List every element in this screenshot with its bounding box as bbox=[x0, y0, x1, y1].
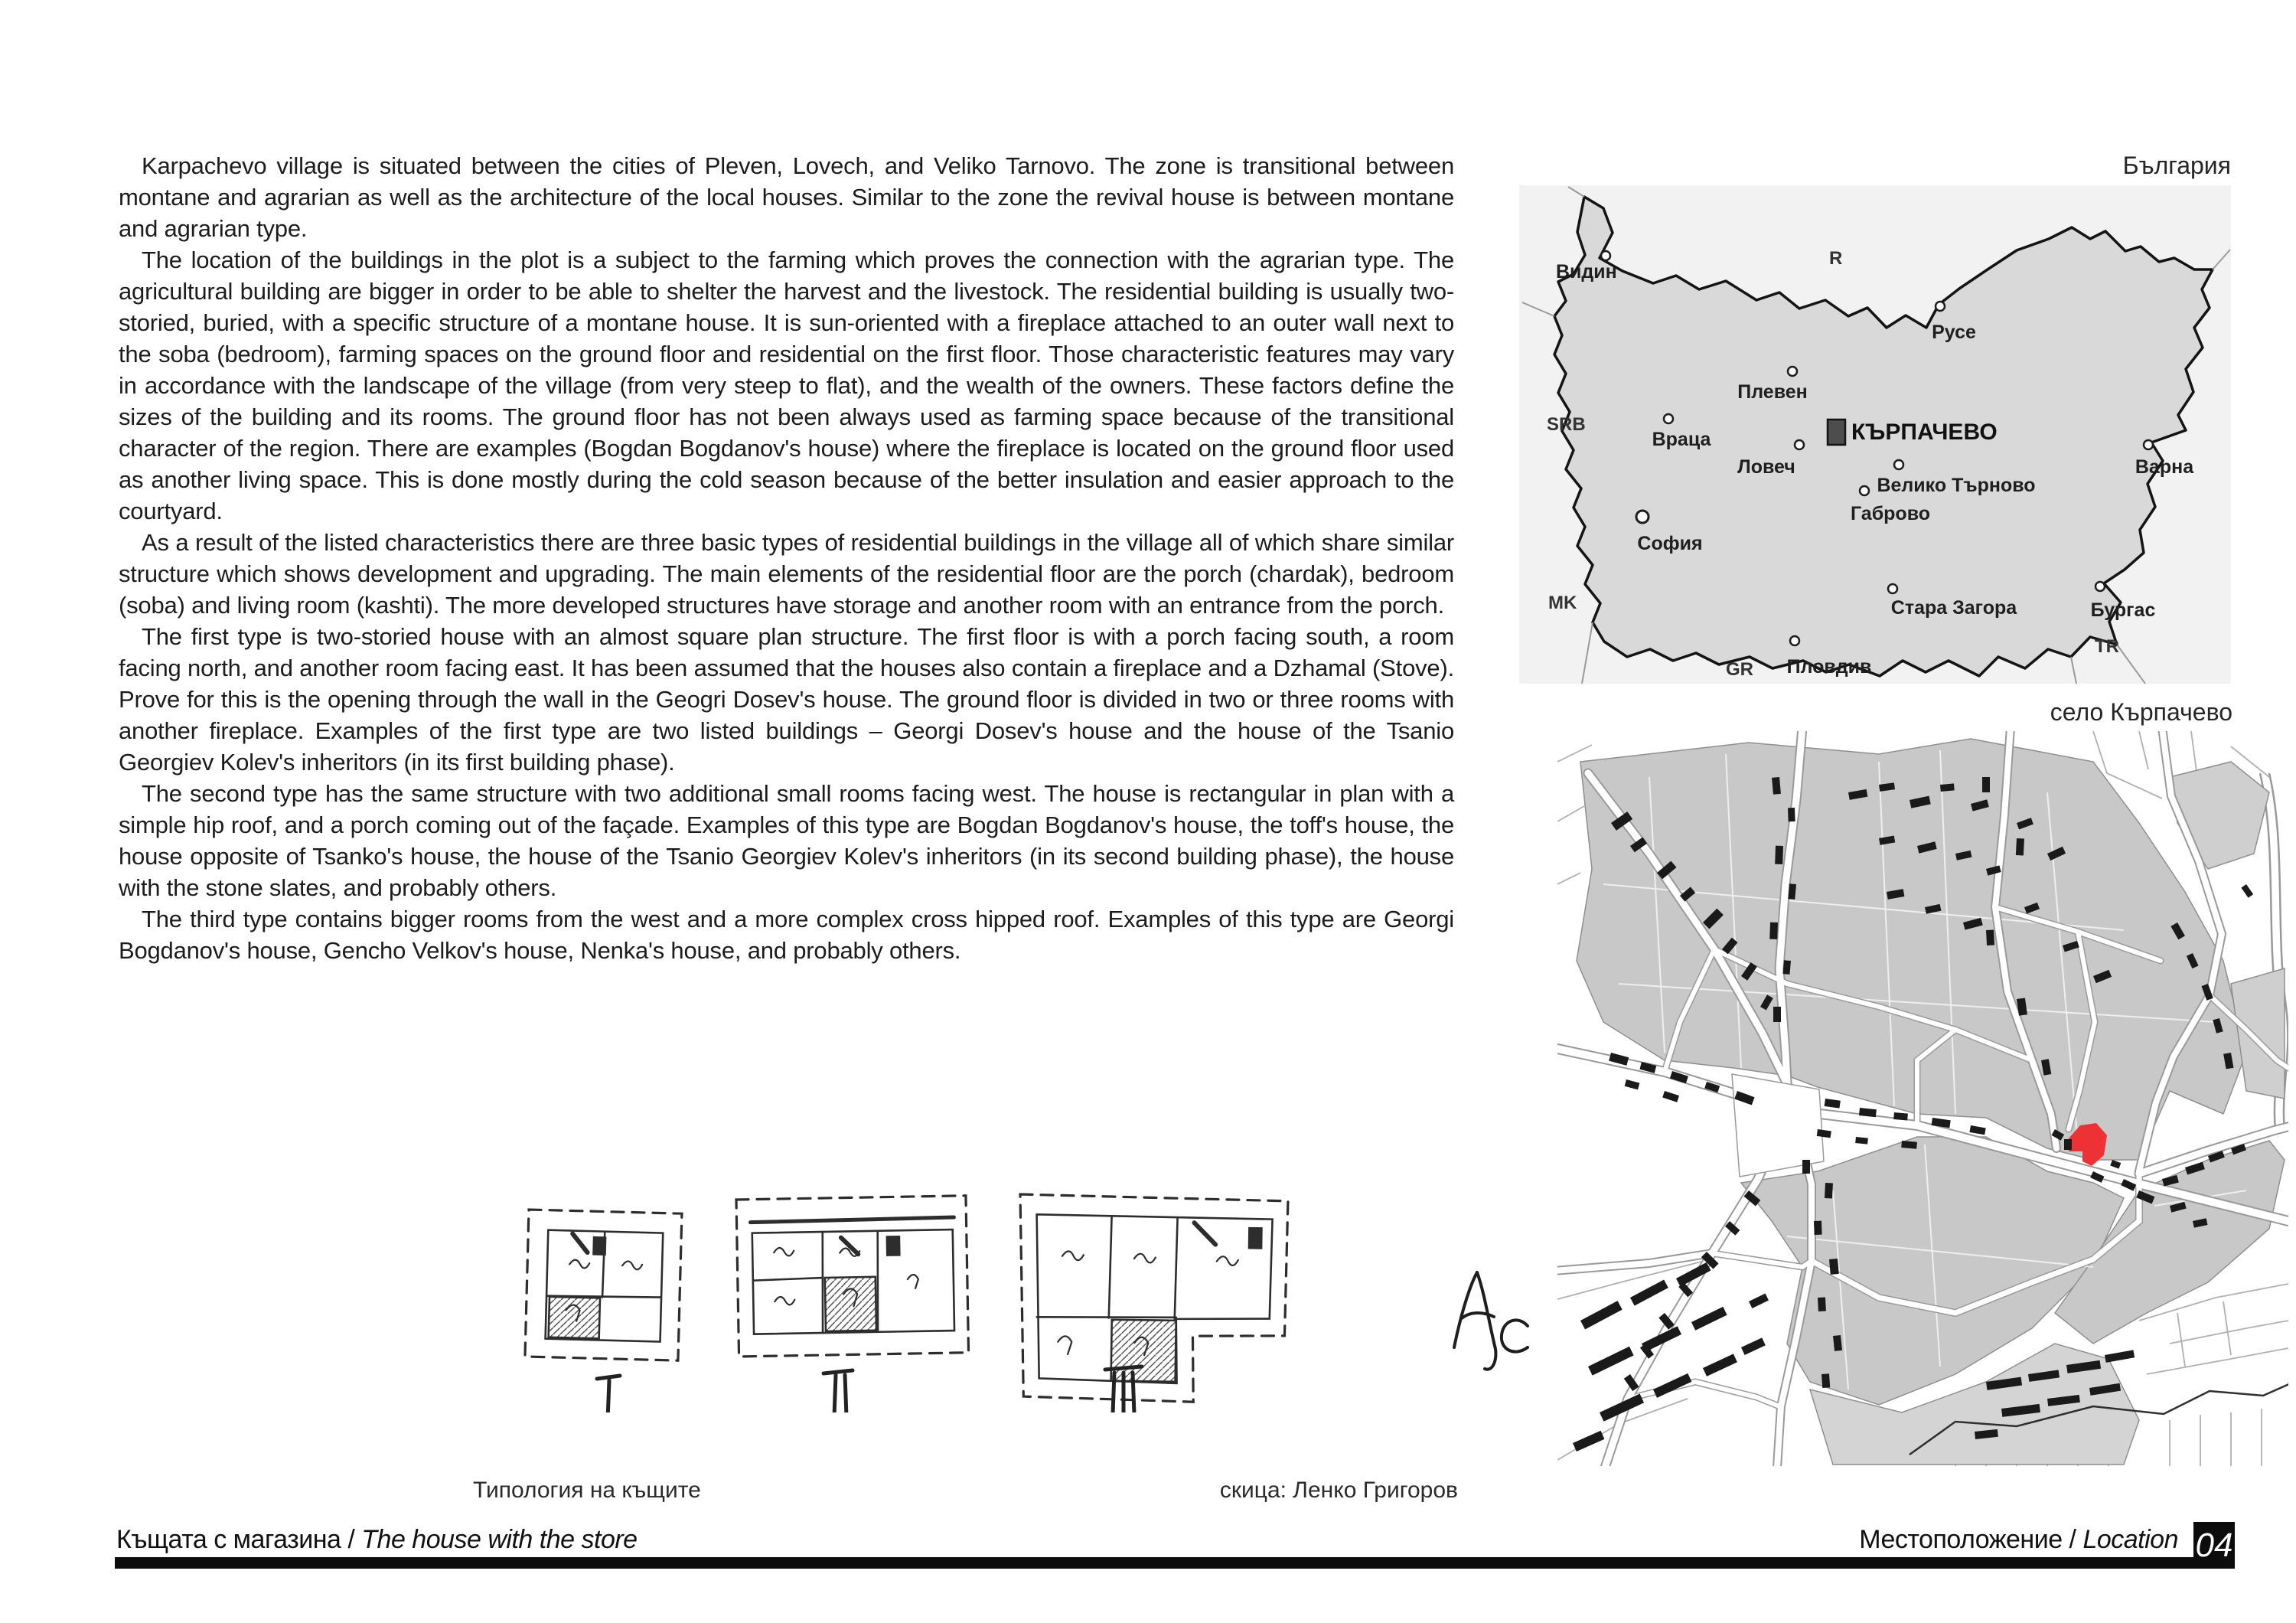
sketch-type-3 bbox=[1017, 1194, 1288, 1403]
city-label: Варна bbox=[2135, 456, 2194, 478]
building-footprint bbox=[1775, 846, 1783, 864]
city-label: Плевен bbox=[1737, 381, 1808, 403]
paragraph-first-type: The first type is two-storied house with an almost square plan structure. The first floor is with a porch facing south, a room facing north, and another room facing east. It has been assumed that the houses also contain a fireplace and a Dzhamal (Stove). Prove for this is the opening through the wall in the Geogri Dosev's house. The ground floor is divided in two or three rooms with another fireplace. Examples of the first type are two listed buildings – Georgi Dosev's house and the house of the Tsanio Georgiev Kolev's inheritors (in its first building phase). bbox=[119, 623, 1454, 776]
city-dot bbox=[2144, 440, 2153, 449]
city-label: Пловдив bbox=[1786, 656, 1872, 678]
building-footprint bbox=[1772, 777, 1781, 795]
building-footprint bbox=[1825, 1099, 1841, 1109]
city-dot bbox=[1636, 511, 1649, 523]
numeral-II bbox=[823, 1370, 853, 1412]
building-footprint bbox=[1901, 1141, 1917, 1149]
sketch-credit: скица: Ленко Григоров bbox=[1219, 1478, 1458, 1503]
region-label: MK bbox=[1548, 593, 1577, 613]
typology-caption: Типология на къщите bbox=[473, 1478, 701, 1503]
building-footprint bbox=[1703, 1354, 1737, 1376]
karpachevo-label: КЪРПАЧЕВО bbox=[1851, 420, 1998, 445]
bulgaria-map bbox=[1519, 185, 2231, 684]
city-label: Габрово bbox=[1850, 503, 1931, 524]
city-dot bbox=[1888, 584, 1897, 593]
paragraph-third-type: The third type contains bigger rooms from the west and a more complex cross hipped roof. Examples of this type are Georgi Bogdanov's house, Gencho Velkov's house, Nenka's house, and probably others. bbox=[119, 906, 1454, 964]
building-footprint bbox=[1573, 1431, 1604, 1452]
building-footprint bbox=[1782, 960, 1791, 975]
city-dot bbox=[1860, 486, 1869, 495]
building-footprint bbox=[1825, 1183, 1833, 1198]
city-dot bbox=[2095, 582, 2105, 591]
sketch-type-2 bbox=[736, 1196, 969, 1357]
building-footprint bbox=[1788, 808, 1795, 821]
footer-section-title bbox=[1454, 1525, 2178, 1555]
paragraph-intro: Karpachevo village is situated between the cities of Pleven, Lovech, and Veliko Tarnovo. The zone is transitional between montane and agrarian as well as the architecture of the local houses. Similar to the zone the revival house is between montane and agrarian type. bbox=[119, 152, 1454, 242]
footer-project-title-bg: Къщата с магазина bbox=[116, 1525, 341, 1554]
city-dot bbox=[1936, 302, 1945, 311]
typology-sketches bbox=[459, 1183, 1546, 1412]
article-text bbox=[119, 150, 1454, 966]
city-label: Стара Загора bbox=[1890, 597, 2017, 619]
paragraph-second-type: The second type has the same structure with two additional small rooms facing west. The house is rectangular in plan with a simple hip roof, and a porch coming out of the façade. Examples of this type are Bogdan Bogdanov's house, the toff's house, the house opposite of Tsanko's house, the house of the Tsanio Georgiev Kolev's inheritors (in its second building phase), the house with the stone slates, and probably others. bbox=[119, 780, 1454, 901]
footer-rule bbox=[115, 1557, 2235, 1569]
region-label: R bbox=[1829, 248, 1843, 269]
city-dot bbox=[1795, 440, 1804, 449]
building-footprint bbox=[1769, 923, 1778, 939]
village-map-title: село Кърпачево bbox=[2050, 698, 2232, 726]
building-footprint bbox=[1662, 1091, 1679, 1102]
building-footprint bbox=[1588, 1347, 1634, 1376]
building-footprint bbox=[1691, 1307, 1727, 1331]
city-dot bbox=[1601, 251, 1610, 260]
city-dot bbox=[1664, 414, 1673, 423]
footer-project-title bbox=[116, 1525, 638, 1555]
building-footprint bbox=[1580, 1301, 1623, 1329]
region-label: SRB bbox=[1547, 414, 1586, 435]
building-footprint bbox=[1969, 1125, 1985, 1135]
building-footprint bbox=[2110, 1160, 2121, 1169]
city-label: Видин bbox=[1556, 261, 1617, 282]
building-footprint bbox=[1986, 929, 1994, 945]
footer-section-title-bg: Местоположение bbox=[1859, 1525, 2063, 1554]
village-map bbox=[1557, 731, 2288, 1466]
village-map-figure bbox=[1557, 731, 2288, 1466]
building-footprint bbox=[2064, 1139, 2072, 1150]
city-dot bbox=[1790, 636, 1799, 645]
city-dot bbox=[1894, 460, 1903, 469]
footer-separator: / bbox=[2062, 1525, 2083, 1554]
building-footprint bbox=[1833, 1335, 1842, 1351]
building-footprint bbox=[1821, 1373, 1830, 1388]
building-footprint bbox=[1893, 1112, 1908, 1121]
city-label: Ловеч bbox=[1737, 456, 1795, 478]
building-footprint bbox=[1829, 1259, 1839, 1275]
building-footprint bbox=[1741, 1337, 1766, 1355]
signature-monogram bbox=[1454, 1272, 1528, 1370]
building-footprint bbox=[1855, 1137, 1868, 1145]
bulgaria-map-figure bbox=[1519, 185, 2231, 684]
footer-separator: / bbox=[341, 1525, 362, 1554]
building-footprint bbox=[1788, 883, 1796, 900]
paragraph-types-overview: As a result of the listed characteristics there are three basic types of residential buildings in the village all of which share similar structure which shows development and upgrading. The main elements of the residential floor are the porch (chardak), bedroom (soba) and living room (kashti). The more developed structures have storage and another room with an entrance from the porch. bbox=[119, 529, 1454, 619]
city-dot bbox=[1788, 367, 1797, 376]
building-footprint bbox=[1802, 1160, 1810, 1174]
sketch-type-1 bbox=[525, 1210, 682, 1360]
page-number: 04 bbox=[2193, 1522, 2235, 1569]
footer-section-title-en: Location bbox=[2082, 1525, 2178, 1554]
city-label: Велико Търново bbox=[1877, 475, 2036, 496]
city-label: Бургас bbox=[2090, 599, 2156, 621]
footer-project-title-en: The house with the store bbox=[361, 1525, 638, 1554]
building-footprint bbox=[2241, 884, 2253, 898]
building-footprint bbox=[2105, 1350, 2135, 1362]
building-footprint bbox=[1982, 777, 1990, 792]
city-label: София bbox=[1637, 533, 1703, 554]
city-label: Русе bbox=[1932, 322, 1976, 343]
city-label: Враца bbox=[1652, 429, 1711, 450]
building-footprint bbox=[2016, 838, 2024, 855]
numeral-I bbox=[597, 1376, 620, 1412]
building-footprint bbox=[1773, 1007, 1781, 1022]
bulgaria-map-title: България bbox=[2122, 152, 2231, 179]
paragraph-location: The location of the buildings in the plot is a subject to the farming which proves the connection with the agrarian type. The agricultural building are bigger in order to be able to shelter the harvest and the livestock. The residential building is usually two-storied, buried, with a specific structure of a montane house. It is sun-oriented with a fireplace attached to an outer wall next to the soba (bedroom), farming spaces on the ground floor and residential on the first floor. Those characteristic features may vary in accordance with the landscape of the village (from very steep to flat), and the wealth of the owners. These factors define the sizes of the building and its rooms. The ground floor has not been always used as farming space because of the transitional character of the region. There are examples (Bogdan Bogdanov's house) where the fireplace is located on the ground floor used as another living space. This is done mostly during the cold season because of the better insulation and easier approach to the courtyard. bbox=[119, 247, 1454, 524]
region-label: TR bbox=[2095, 636, 2119, 657]
building-footprint bbox=[1940, 783, 1955, 792]
building-footprint bbox=[1749, 1293, 1769, 1308]
building-footprint bbox=[1814, 1221, 1822, 1235]
region-label: GR bbox=[1726, 659, 1753, 680]
karpachevo-marker bbox=[1828, 420, 1845, 445]
building-footprint bbox=[1818, 1297, 1826, 1311]
building-footprint bbox=[1625, 1079, 1640, 1089]
building-footprint bbox=[1630, 1280, 1668, 1306]
